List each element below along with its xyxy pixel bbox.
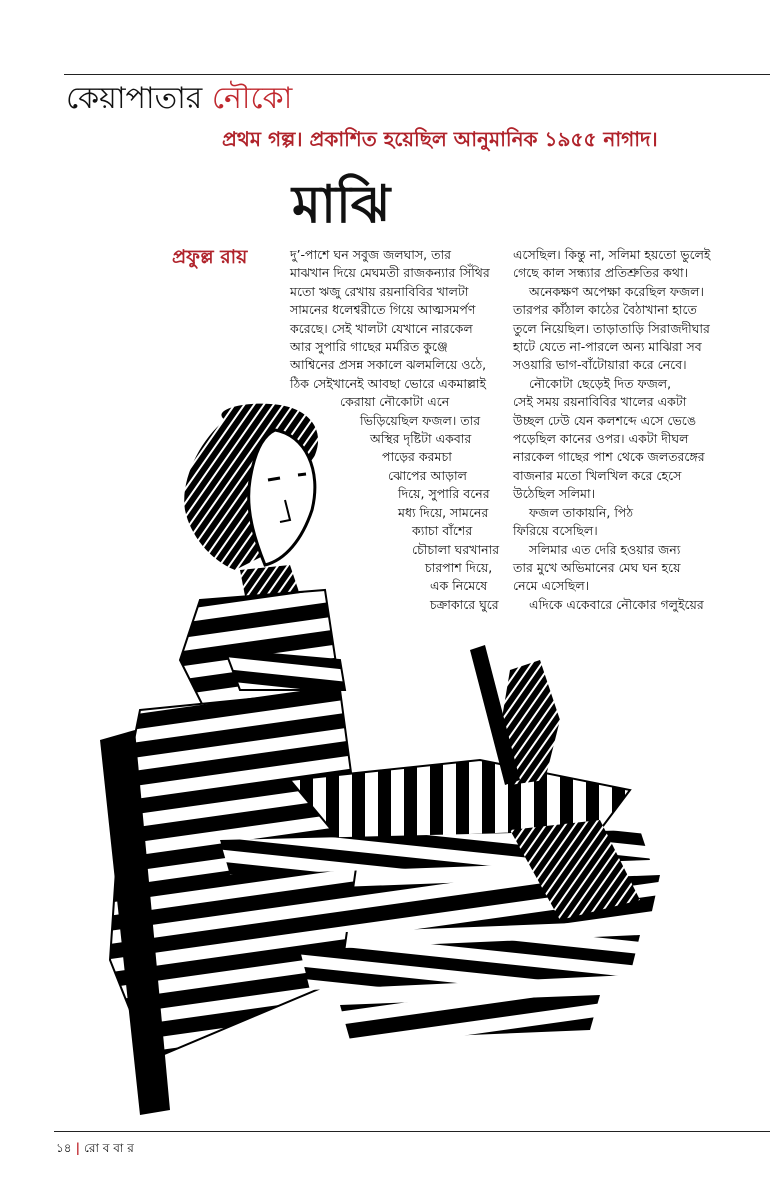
column-line: অনেকক্ষণ অপেক্ষা করেছিল ফজল। bbox=[529, 283, 704, 299]
article-column-2 bbox=[513, 246, 713, 614]
column-line: ক্যাচা বাঁশের bbox=[412, 523, 473, 539]
column-line: ঝোপের আড়াল bbox=[388, 467, 467, 483]
column-line: এদিকে একেবারে নৌকোর গলুইয়ের bbox=[529, 596, 704, 612]
column-line: মাঝখান দিয়ে মেঘমতী রাজকন্যার সিঁথির bbox=[290, 265, 490, 281]
column-line: ঠিক সেইখানেই আবছা ভোরে একমাল্লাই bbox=[290, 375, 487, 391]
column-line: করেছে। সেই খালটা যেখানে নারকেল bbox=[290, 320, 473, 336]
section-title-part1: কেয়াপাতার bbox=[66, 81, 203, 116]
subhead: প্রথম গল্প। প্রকাশিত হয়েছিল আনুমানিক ১৯৫৫ নাগাদ। bbox=[222, 127, 658, 151]
folio bbox=[56, 1140, 134, 1160]
column-line: গেছে কাল সন্ধ্যার প্রতিশ্রুতির কথা। bbox=[513, 265, 689, 281]
column-line: মতো ঋজু রেখায় রয়নাবিবির খালটা bbox=[290, 283, 469, 299]
column-line: সেই সময় রয়নাবিবির খালের একটা bbox=[513, 394, 687, 410]
section-title-part2: নৌকো bbox=[211, 81, 293, 116]
column-line: সওয়ারি ভাগ-বাঁটোয়ারা করে নেবে। bbox=[513, 357, 687, 373]
column-line: পাড়ের করমচা bbox=[382, 449, 452, 465]
column-line: ফজল তাকায়নি, পিঠ bbox=[529, 504, 634, 520]
column-line: এসেছিল। কিন্তু না, সলিমা হয়তো ভুলেই bbox=[513, 247, 711, 262]
column-line: তার মুখে অভিমানের মেঘ ঘন হয়ে bbox=[513, 559, 681, 575]
article-column-1 bbox=[290, 246, 500, 614]
column-line: তুলে নিয়েছিল। তাড়াতাড়ি সিরাজদীঘার bbox=[513, 320, 710, 336]
column-line: সলিমার এত দেরি হওয়ার জন্য bbox=[529, 541, 681, 557]
magazine-name: রো ব বা র bbox=[83, 1141, 134, 1155]
column-line: আশ্বিনের প্রসন্ন সকালে ঝলমলিয়ে ওঠে, bbox=[290, 357, 487, 373]
column-line: সামনের ধলেশ্বরীতে গিয়ে আত্মসমর্পণ bbox=[290, 302, 476, 318]
column-line: নেমে এসেছিল। bbox=[513, 578, 590, 594]
column-line: মধ্য দিয়ে, সামনের bbox=[398, 504, 489, 520]
column-line: দিয়ে, সুপারি বনের bbox=[398, 486, 490, 502]
folio-separator: | bbox=[75, 1141, 80, 1155]
column-line: উঠেছিল সলিমা। bbox=[513, 486, 596, 502]
column-line: অস্থির দৃষ্টিটা একবার bbox=[370, 431, 472, 447]
column-line: নৌকোটা ছেড়েই দিত ফজল, bbox=[529, 375, 672, 391]
column-line: চৌচালা ঘরখানার bbox=[412, 541, 500, 557]
column-line: বাজনার মতো খিলখিল করে হেসে bbox=[513, 467, 682, 483]
column-line: দু’-পাশে ঘন সবুজ জলঘাস, তার bbox=[290, 247, 452, 262]
column-line: নারকেল গাছের পাশ থেকে জলতরঙ্গের bbox=[513, 449, 705, 465]
author-name: প্রফুল্ল রায় bbox=[172, 246, 248, 268]
column-line: চারপাশ দিয়ে, bbox=[425, 559, 493, 575]
column-line: হাটে যেতে না-পারলে অন্য মাঝিরা সব bbox=[513, 339, 702, 355]
column-line: চক্রাকারে ঘুরে bbox=[430, 596, 499, 612]
top-rule bbox=[64, 74, 770, 75]
column-line: পড়েছিল কানের ওপর। একটা দীঘল bbox=[513, 431, 689, 447]
bottom-rule bbox=[54, 1131, 770, 1132]
column-line: ফিরিয়ে বসেছিল। bbox=[513, 523, 598, 539]
column-line: ভিড়িয়েছিল ফজল। তার bbox=[360, 412, 481, 428]
column-line: এক নিমেষে bbox=[430, 578, 488, 594]
column-line: কেরায়া নৌকোটা এনে bbox=[340, 394, 450, 410]
column-line: উচ্ছল ঢেউ যেন কলশব্দে এসে ভেঙে bbox=[513, 412, 696, 428]
story-title: মাঝি bbox=[292, 175, 391, 235]
section-title bbox=[66, 80, 292, 118]
page-number: ১৪ bbox=[56, 1141, 72, 1155]
column-line: আর সুপারি গাছের মর্মরিত কুঞ্জে bbox=[290, 339, 448, 355]
column-line: তারপর কাঁঠাল কাঠের বৈঠাখানা হাতে bbox=[513, 302, 697, 318]
